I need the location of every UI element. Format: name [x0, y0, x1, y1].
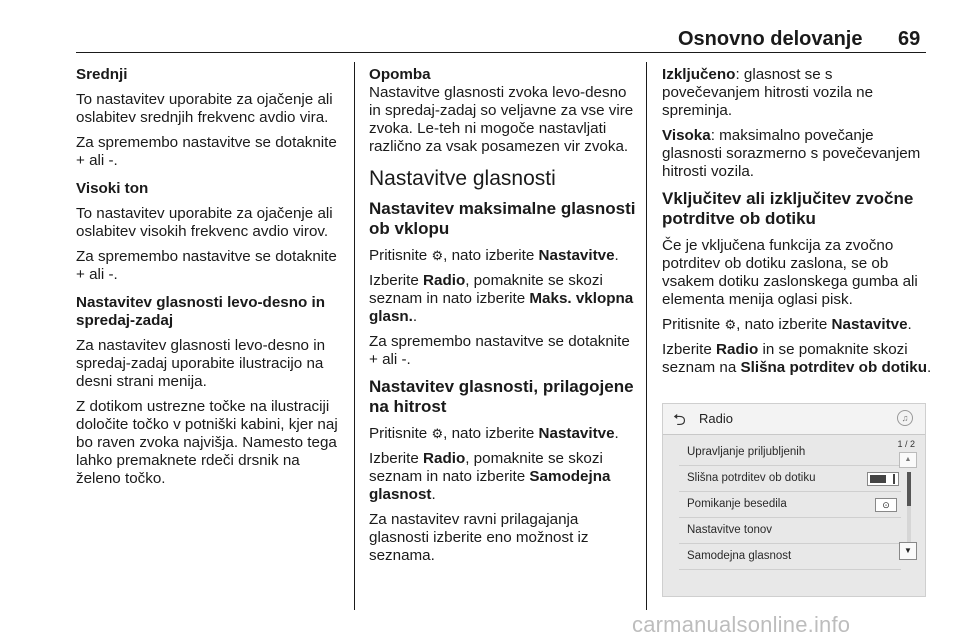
paragraph: Za spremembo nastavitve se dotaknite + ali -.: [76, 248, 337, 283]
paragraph: Za nastavitev glasnosti levo-desno in spredaj-zadaj uporabite ilustracijo na desni strani menija.: [76, 337, 326, 390]
scroll-up-icon[interactable]: ▲: [899, 452, 917, 468]
paragraph: Z dotikom ustrezne točke na ilustraciji določite točko v potniški kabini, kjer naj bo raven zvoka najvišja. Namesto tega lahko premaknete rdeči drsnik na želeno točko.: [76, 398, 338, 487]
column-divider: [646, 62, 647, 610]
paragraph: Če je vključena funkcija za zvočno potrditev ob dotiku zaslona, se ob vsakem dotiku zaslonskega gumba ali elementa menija oglasi pisk.: [662, 237, 918, 308]
menu-item[interactable]: Samodejna glasnost: [679, 544, 901, 570]
column-3: [662, 66, 932, 384]
header-title: Osnovno delovanje: [678, 28, 863, 50]
paragraph: Visoka: maksimalno povečanje glasnosti sorazmerno s povečevanjem hitrosti vozila.: [662, 127, 921, 180]
section-title: Visoki ton: [76, 180, 149, 197]
paragraph: Pritisnite ⚙, nato izberite Nastavitve.: [369, 247, 619, 264]
paragraph: To nastavitev uporabite za ojačenje ali oslabitev visokih frekvenc avdio virov.: [76, 205, 333, 240]
subsection-heading: Nastavitev glasnosti, prilagojene na hitrost: [369, 377, 634, 416]
menu-item[interactable]: Pomikanje besedila ⊙: [679, 492, 901, 518]
back-arrow-icon[interactable]: ⮌: [673, 412, 686, 429]
scrollbar-thumb[interactable]: [907, 472, 911, 506]
screen-header: [663, 404, 925, 435]
subsection-heading: Vključitev ali izključitev zvočne potrditve ob dotiku: [662, 189, 914, 228]
menu-item[interactable]: Nastavitve tonov: [679, 518, 901, 544]
section-heading: Nastavitve glasnosti: [369, 167, 556, 190]
section-title: Srednji: [76, 66, 128, 83]
paragraph: Pritisnite ⚙, nato izberite Nastavitve.: [369, 425, 619, 442]
watermark: carmanualsonline.info: [632, 612, 851, 637]
note-text: Nastavitve glasnosti zvoka levo-desno in spredaj-zadaj so veljavne za vse vire zvoka. Le-teh ni mogoče nastavljati različno za vsak posamezen vir zvoka.: [369, 84, 634, 155]
paragraph: Izberite Radio, pomaknite se skozi seznam in nato izberite Samodejna glasnost.: [369, 450, 611, 503]
settings-icon: ⚙: [724, 317, 737, 332]
subsection-heading: Nastavitev maksimalne glasnosti ob vklopu: [369, 199, 636, 238]
toggle-switch[interactable]: [867, 472, 899, 486]
page-indicator: 1 / 2: [897, 439, 915, 449]
column-2: [369, 66, 637, 572]
music-note-icon[interactable]: ♫: [897, 410, 913, 426]
page-number: 69: [898, 28, 921, 50]
screen-title: Radio: [699, 411, 733, 426]
settings-icon: ⚙: [431, 426, 444, 441]
paragraph: Izključeno: glasnost se s povečevanjem hitrosti vozila ne spreminja.: [662, 66, 874, 119]
paragraph: Pritisnite ⚙, nato izberite Nastavitve.: [662, 316, 912, 333]
paragraph: Izberite Radio in se pomaknite skozi seznam na Slišna potrditev ob dotiku.: [662, 341, 932, 376]
paragraph: Za spremembo nastavitve se dotaknite + ali -.: [369, 333, 630, 368]
menu-item[interactable]: Slišna potrditev ob dotiku: [679, 466, 901, 492]
scroll-down-icon[interactable]: ▼: [899, 542, 917, 560]
paragraph: To nastavitev uporabite za ojačenje ali oslabitev srednjih frekvenc avdio vira.: [76, 91, 333, 126]
section-title: Nastavitev glasnosti levo-desno in spredaj-zadaj: [76, 294, 325, 329]
radio-screen-image: [662, 403, 926, 597]
paragraph: Za nastavitev ravni prilagajanja glasnosti izberite eno možnost iz seznama.: [369, 511, 589, 564]
settings-icon: ⚙: [431, 248, 444, 263]
paragraph: Izberite Radio, pomaknite se skozi seznam in nato izberite Maks. vklopna glasn..: [369, 272, 634, 325]
column-divider: [354, 62, 355, 610]
scrollbar[interactable]: [907, 472, 911, 552]
paragraph: Za spremembo nastavitve se dotaknite + ali -.: [76, 134, 337, 169]
column-1: [76, 66, 342, 495]
radio-button-icon[interactable]: ⊙: [875, 498, 897, 512]
header-rule: [76, 52, 926, 53]
menu-list: [679, 440, 901, 570]
menu-item[interactable]: Upravljanje priljubljenih: [679, 440, 901, 466]
note-title: Opomba: [369, 66, 431, 83]
